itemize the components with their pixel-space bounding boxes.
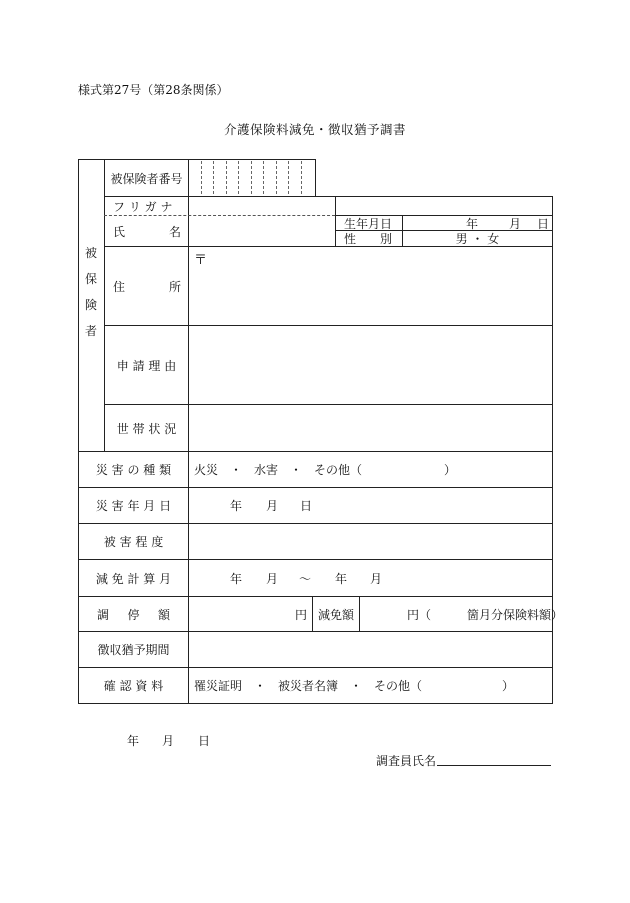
household-status-label: 世 帯 状 況 <box>116 421 177 436</box>
birth-month-unit: 月 <box>509 216 522 231</box>
confirmation-docs-field[interactable] <box>189 668 552 703</box>
disaster-type-options: 火災 ・ 水害 ・ その他（ <box>194 463 363 477</box>
gender-label-left: 性 <box>344 232 357 246</box>
postal-mark: 〒 <box>194 253 208 268</box>
assessed-yen-unit: 円 <box>294 607 307 622</box>
confirmation-docs-label: 確 認 資 料 <box>103 679 164 693</box>
name-label <box>113 216 181 246</box>
group-label-char: 者 <box>84 324 97 338</box>
calc-range-tilde: ～ <box>299 571 312 586</box>
footer-day-unit: 日 <box>198 734 211 748</box>
furigana-label: フ リ ガ ナ <box>113 199 173 214</box>
gender-selector[interactable]: 男 ・ 女 <box>455 232 500 246</box>
number-box-right-border <box>315 159 316 196</box>
application-reason-label: 申 請 理 由 <box>116 358 177 373</box>
disaster-type-close: ） <box>444 463 457 477</box>
form-number: 様式第27号（第28条関係） <box>78 83 229 97</box>
address-field[interactable] <box>189 247 552 325</box>
birth-day-unit: 日 <box>537 216 550 231</box>
footer-year-unit: 年 <box>127 734 140 748</box>
table-right-border <box>552 196 553 704</box>
disaster-day-unit: 日 <box>300 499 313 513</box>
address-label-left: 住 <box>113 279 126 294</box>
confirmation-docs-options: 罹災証明 ・ 被災者名簿 ・ その他（ <box>194 679 423 693</box>
birth-date-field[interactable] <box>403 216 552 230</box>
group-label-char: 険 <box>84 298 97 312</box>
upper-right-block-left-border <box>335 196 336 246</box>
insured-number-field[interactable] <box>189 160 315 196</box>
deferral-period-label: 徴収猶予期間 <box>97 643 170 657</box>
reduction-amount-unit: 円（ 箇月分保険料額） <box>407 607 564 622</box>
damage-level-field[interactable] <box>189 524 552 559</box>
name-field[interactable] <box>189 216 335 246</box>
name-label-right: 名 <box>168 224 181 239</box>
birth-year-unit: 年 <box>466 216 479 231</box>
calc-from-month-unit: 月 <box>266 571 279 586</box>
assessed-label-char: 額 <box>157 607 170 622</box>
group-label-char: 保 <box>84 272 97 286</box>
footer-month-unit: 月 <box>162 734 175 748</box>
address-label <box>113 247 181 325</box>
assessed-amount-field[interactable] <box>189 597 312 631</box>
damage-level-label: 被 害 程 度 <box>103 535 164 549</box>
confirmation-docs-close: ） <box>502 679 515 693</box>
calc-from-year-unit: 年 <box>230 571 243 586</box>
reduction-amount-label: 減免額 <box>317 607 354 622</box>
disaster-date-field[interactable] <box>189 488 552 523</box>
reduction-calc-month-field[interactable] <box>189 560 552 596</box>
assessed-label-char: 調 <box>97 607 110 622</box>
application-reason-field[interactable] <box>189 326 552 404</box>
investigator-name-field[interactable] <box>437 752 551 766</box>
disaster-year-unit: 年 <box>230 499 243 513</box>
deferral-period-field[interactable] <box>189 632 552 667</box>
name-label-left: 氏 <box>113 224 126 239</box>
disaster-month-unit: 月 <box>266 499 279 513</box>
household-status-field[interactable] <box>189 405 552 451</box>
gender-label-right: 別 <box>379 232 392 246</box>
calc-to-month-unit: 月 <box>370 571 383 586</box>
assessed-amount-label <box>97 597 170 631</box>
insured-number-label: 被保険者番号 <box>110 171 183 186</box>
birth-date-label: 生年月日 <box>344 216 393 231</box>
investigator-name-label: 調査員氏名 <box>376 754 437 768</box>
disaster-type-field[interactable] <box>189 452 552 487</box>
group-label-char: 被 <box>84 246 97 260</box>
table-bottom-border <box>78 703 552 704</box>
insured-group-label <box>79 240 103 344</box>
footer-date[interactable] <box>127 732 227 748</box>
assessed-label-char: 停 <box>127 607 140 622</box>
calc-to-year-unit: 年 <box>335 571 348 586</box>
address-label-right: 所 <box>168 279 181 294</box>
reduction-calc-month-label: 減 免 計 算 月 <box>95 571 172 586</box>
document-title: 介護保険料減免・徴収猶予調書 <box>223 122 406 137</box>
disaster-type-label: 災 害 の 種 類 <box>95 463 172 477</box>
reduction-amount-field[interactable] <box>360 597 564 631</box>
furigana-field[interactable] <box>189 197 335 215</box>
disaster-date-label: 災 害 年 月 日 <box>95 499 172 513</box>
gender-label <box>344 231 392 246</box>
